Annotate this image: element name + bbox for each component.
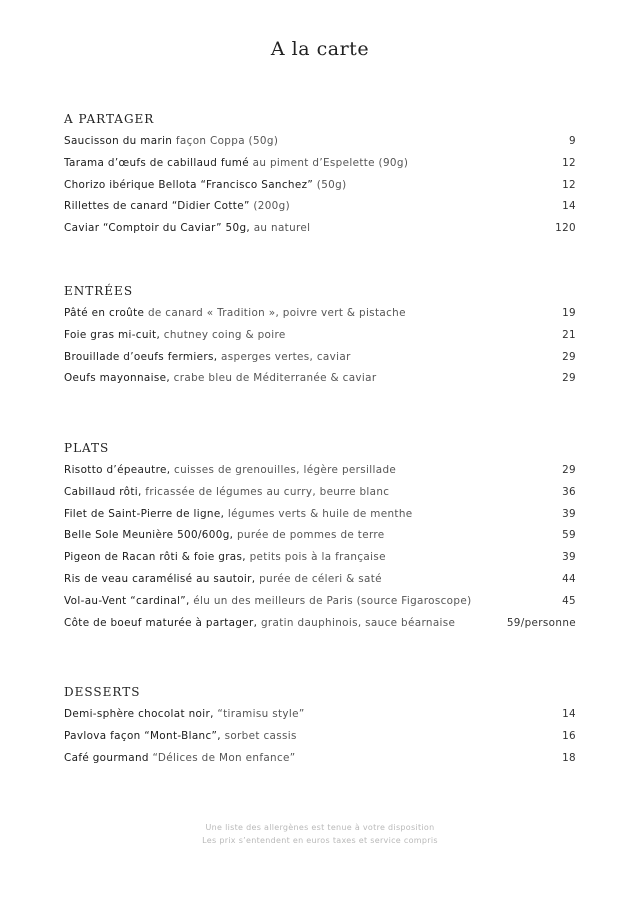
footer-notes	[0, 821, 640, 847]
item-price: 29	[562, 464, 576, 476]
section-a-partager	[64, 110, 576, 240]
item-price: 14	[562, 708, 576, 720]
item-name: Caviar “Comptoir du Caviar” 50g,	[64, 222, 251, 235]
section-entrees	[64, 282, 576, 390]
item-name: Café gourmand	[64, 751, 149, 764]
section-title: ENTRÉES	[64, 284, 134, 298]
item-name: Vol-au-Vent “cardinal”,	[64, 594, 190, 607]
item-name: Filet de Saint-Pierre de ligne,	[64, 507, 225, 520]
item-name: Chorizo ibérique Bellota “Francisco Sanchez”	[64, 178, 314, 191]
item-price: 12	[562, 178, 576, 191]
menu-item	[64, 613, 576, 635]
item-name: Ris de veau caramélisé au sautoir,	[64, 572, 256, 585]
item-price: 120	[555, 222, 576, 235]
item-desc: petits pois à la française	[245, 551, 386, 564]
item-desc: chutney coing & poire	[160, 328, 286, 341]
menu-item	[64, 569, 576, 591]
item-desc: (50g)	[313, 178, 347, 191]
item-price: 21	[562, 328, 576, 341]
item-desc: purée de céleri & saté	[255, 572, 382, 585]
menu-item	[64, 196, 576, 218]
menu-item	[64, 175, 576, 197]
menu-item	[64, 482, 576, 504]
item-name: Saucisson du marin	[64, 135, 173, 147]
section-title: PLATS	[64, 441, 110, 455]
item-desc: (200g)	[249, 200, 290, 213]
section-title: A PARTAGER	[64, 112, 155, 126]
allergen-note: Une liste des allergènes est tenue à votre disposition	[205, 823, 435, 832]
menu-item	[64, 525, 576, 547]
item-price: 29	[562, 350, 576, 363]
item-desc: au piment d’Espelette (90g)	[249, 156, 409, 169]
item-desc: de canard « Tradition », poivre vert & pistache	[144, 307, 406, 319]
menu-item	[64, 504, 576, 526]
item-price: 44	[562, 572, 576, 585]
item-name: Rillettes de canard “Didier Cotte”	[64, 200, 250, 213]
item-price: 14	[562, 200, 576, 213]
item-name: Brouillade d’oeufs fermiers,	[64, 350, 218, 363]
menu-item	[64, 591, 576, 613]
item-price: 59/personne	[506, 616, 576, 629]
item-name: Pigeon de Racan rôti & foie gras,	[64, 551, 246, 564]
item-name: Pâté en croûte	[64, 307, 145, 319]
menu-item	[64, 218, 576, 240]
item-desc: cuisses de grenouilles, légère persillade	[170, 464, 397, 476]
item-name: Côte de boeuf maturée à partager,	[64, 616, 258, 629]
item-desc: façon Coppa (50g)	[172, 135, 279, 147]
item-desc: fricassée de légumes au curry, beurre blanc	[141, 485, 390, 498]
item-desc: élu un des meilleurs de Paris (source Figaroscope)	[189, 594, 472, 607]
item-price: 45	[562, 594, 576, 607]
item-desc: gratin dauphinois, sauce béarnaise	[257, 616, 456, 629]
menu-item	[64, 153, 576, 175]
item-desc: “tiramisu style”	[213, 708, 305, 720]
menu-item	[64, 704, 576, 726]
menu-item	[64, 460, 576, 482]
menu-item	[64, 131, 576, 153]
section-title: DESSERTS	[64, 685, 141, 699]
item-price: 9	[569, 135, 576, 147]
item-price: 16	[562, 729, 576, 742]
item-desc: sorbet cassis	[220, 729, 297, 742]
item-name: Pavlova façon “Mont-Blanc”,	[64, 729, 221, 742]
item-desc: “Délices de Mon enfance”	[148, 751, 296, 764]
item-name: Demi-sphère chocolat noir,	[64, 708, 214, 720]
menu-item	[64, 368, 576, 390]
menu-item	[64, 748, 576, 770]
item-name: Oeufs mayonnaise,	[64, 372, 171, 385]
item-name: Foie gras mi-cuit,	[64, 328, 161, 341]
item-desc: purée de pommes de terre	[233, 529, 385, 542]
item-name: Risotto d’épeautre,	[64, 464, 171, 476]
menu-item	[64, 325, 576, 347]
page-title: A la carte	[270, 38, 370, 60]
section-plats	[64, 439, 576, 634]
menu-item	[64, 547, 576, 569]
item-name: Tarama d’œufs de cabillaud fumé	[64, 156, 249, 169]
item-price: 29	[562, 372, 576, 385]
item-name: Cabillaud rôti,	[64, 485, 142, 498]
item-price: 39	[562, 551, 576, 564]
item-price: 12	[562, 156, 576, 169]
menu-item	[64, 303, 576, 325]
item-desc: crabe bleu de Méditerranée & caviar	[170, 372, 377, 385]
item-desc: au naturel	[250, 222, 311, 235]
item-price: 36	[562, 485, 576, 498]
menu-item	[64, 726, 576, 748]
item-name: Belle Sole Meunière 500/600g,	[64, 529, 234, 542]
item-desc: asperges vertes, caviar	[217, 350, 351, 363]
item-price: 19	[562, 307, 576, 319]
menu-item	[64, 347, 576, 369]
item-price: 18	[562, 751, 576, 764]
item-price: 39	[562, 507, 576, 520]
item-desc: légumes verts & huile de menthe	[224, 507, 413, 520]
price-note: Les prix s’entendent en euros taxes et service compris	[202, 836, 438, 845]
section-desserts	[64, 683, 576, 769]
item-price: 59	[562, 529, 576, 542]
